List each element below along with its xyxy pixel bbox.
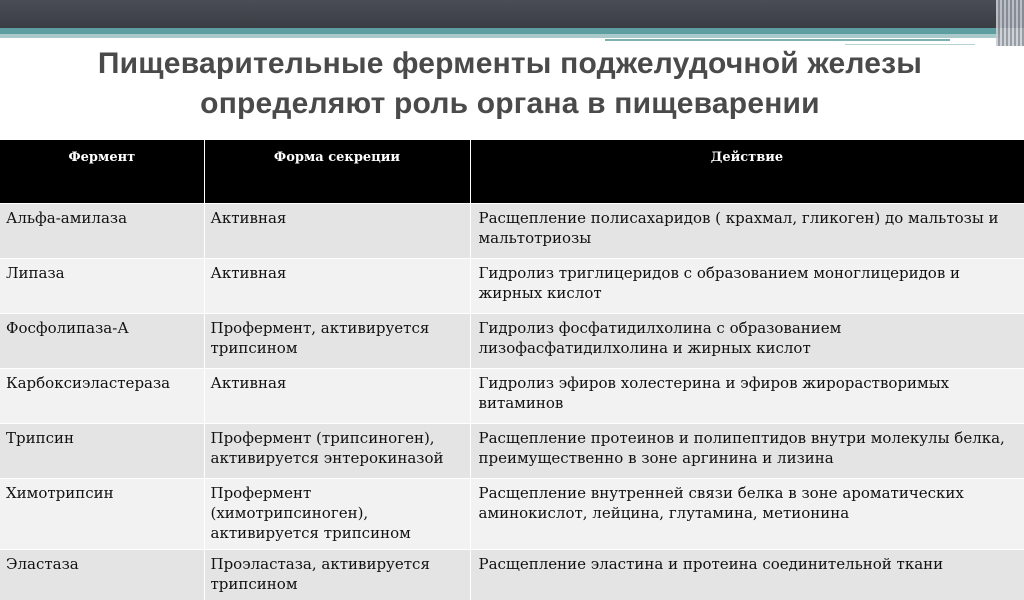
cell-enzyme: Карбоксиэластераза [0,369,204,424]
slide-corner-decoration [996,0,1024,46]
cell-form: Активная [204,259,470,314]
table-row [0,479,1024,550]
cell-action: Гидролиз эфиров холестерина и эфиров жирорастворимых витаминов [470,369,1024,424]
cell-enzyme: Альфа-амилаза [0,204,204,259]
table-row [0,314,1024,369]
cell-enzyme: Липаза [0,259,204,314]
cell-enzyme: Эластаза [0,550,204,600]
table-row [0,369,1024,424]
slide-title-line-1: Пищеварительные ферменты поджелудочной железы [60,44,960,84]
slide-title [60,44,960,124]
table-row [0,204,1024,259]
cell-action: Расщепление протеинов и полипептидов внутри молекулы белка, преимущественно в зоне аргинина и лизина [470,424,1024,479]
table-row [0,259,1024,314]
cell-form: Профермент (химотрипсиноген), активируется трипсином [204,479,470,550]
table-header-row [0,140,1024,204]
cell-form: Активная [204,369,470,424]
cell-form: Профермент (трипсиноген), активируется энтерокиназой [204,424,470,479]
cell-form: Проэластаза, активируется трипсином [204,550,470,600]
enzyme-table [0,140,1024,600]
cell-form: Активная [204,204,470,259]
cell-action: Расщепление эластина и протеина соединительной ткани [470,550,1024,600]
cell-enzyme: Трипсин [0,424,204,479]
slide-top-bar [0,0,1024,28]
header-action: Действие [470,140,1024,204]
table-row [0,424,1024,479]
table-row [0,550,1024,600]
slide-accent-line [605,39,950,41]
cell-action: Гидролиз триглицеридов с образованием моноглицеридов и жирных кислот [470,259,1024,314]
slide-accent-band-light [0,34,1000,38]
cell-form: Профермент, активируется трипсином [204,314,470,369]
cell-enzyme: Химотрипсин [0,479,204,550]
slide-title-line-2: определяют роль органа в пищеварении [60,84,960,124]
header-secretion-form: Форма секреции [204,140,470,204]
cell-action: Расщепление внутренней связи белка в зоне ароматических аминокислот, лейцина, глутамина, метионина [470,479,1024,550]
cell-enzyme: Фосфолипаза-А [0,314,204,369]
cell-action: Гидролиз фосфатидилхолина с образованием лизофасфатидилхолина и жирных кислот [470,314,1024,369]
header-enzyme: Фермент [0,140,204,204]
cell-action: Расщепление полисахаридов ( крахмал, гликоген) до мальтозы и мальтотриозы [470,204,1024,259]
